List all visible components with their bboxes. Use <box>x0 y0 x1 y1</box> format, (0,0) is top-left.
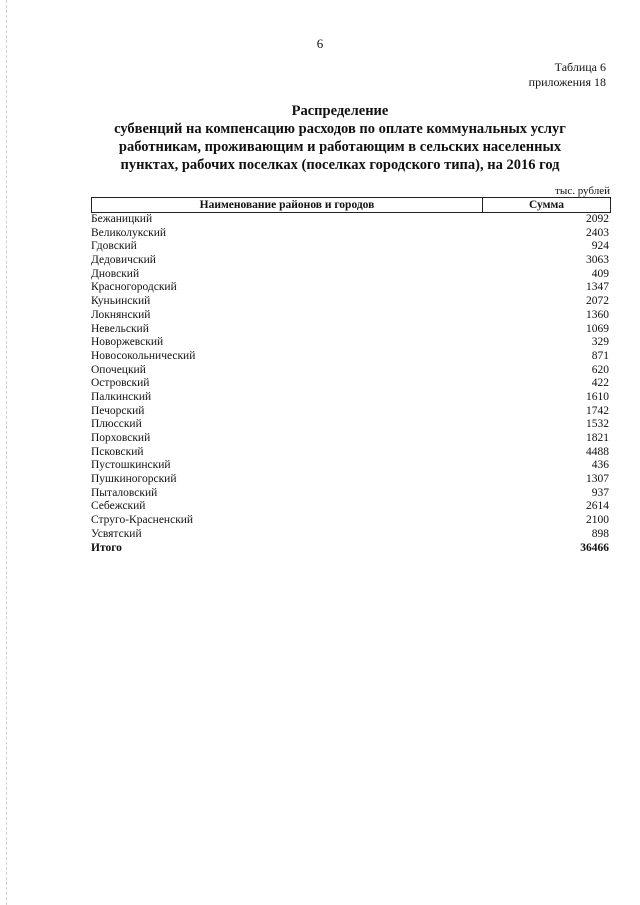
district-sum: 3063 <box>586 254 609 267</box>
district-sum: 937 <box>591 486 609 499</box>
table-total-row <box>91 542 611 556</box>
total-value: 36466 <box>580 541 609 554</box>
district-sum: 1742 <box>586 404 609 417</box>
district-sum: 2092 <box>586 213 609 225</box>
district-sum: 4488 <box>586 445 609 458</box>
table-row <box>91 500 611 514</box>
table-row <box>91 418 611 432</box>
table-row <box>91 281 611 295</box>
district-name: Порховский <box>91 432 151 444</box>
table-row <box>91 528 611 542</box>
district-name: Печорский <box>91 404 145 417</box>
district-name: Псковский <box>91 445 144 458</box>
table-ref-line-1: Таблица 6 <box>554 60 606 74</box>
district-name: Гдовский <box>91 240 137 253</box>
district-name: Куньинский <box>91 295 151 308</box>
district-sum: 871 <box>591 349 609 362</box>
district-name: Новосокольнический <box>91 349 196 362</box>
district-name: Опочецкий <box>91 363 146 376</box>
district-name: Пустошкинский <box>91 459 171 472</box>
district-name: Пушкиногорский <box>91 473 177 486</box>
district-sum: 409 <box>591 267 609 280</box>
header-name-column: Наименование районов и городов <box>92 198 483 212</box>
subsidy-table <box>91 197 611 555</box>
district-sum: 1347 <box>586 281 609 294</box>
table-row <box>91 377 611 391</box>
table-row <box>91 473 611 487</box>
district-sum: 422 <box>591 377 609 390</box>
table-row <box>91 487 611 501</box>
district-sum: 329 <box>591 336 609 349</box>
table-row <box>91 254 611 268</box>
district-sum: 1610 <box>586 390 609 403</box>
table-reference <box>529 60 606 90</box>
table-body <box>91 213 611 542</box>
district-sum: 2403 <box>586 226 609 239</box>
district-name: Дновский <box>91 267 140 280</box>
table-row <box>91 295 611 309</box>
district-sum: 1360 <box>586 308 609 321</box>
district-name: Бежаницкий <box>91 213 153 225</box>
table-row <box>91 459 611 473</box>
scan-edge-line <box>6 0 8 905</box>
table-row <box>91 323 611 337</box>
heading-line-1: Распределение <box>291 103 389 119</box>
header-sum-column: Сумма <box>529 199 564 211</box>
district-name: Себежский <box>91 500 146 513</box>
district-sum: 898 <box>591 527 609 540</box>
district-sum: 2614 <box>586 500 609 513</box>
district-sum: 620 <box>591 363 609 376</box>
district-name: Островский <box>91 377 150 390</box>
district-sum: 1307 <box>586 473 609 486</box>
district-name: Великолукский <box>91 226 167 239</box>
table-row <box>91 213 611 227</box>
units-label: тыс. рублей <box>555 185 610 197</box>
district-sum: 2100 <box>586 514 609 527</box>
table-row <box>91 309 611 323</box>
table-row <box>91 350 611 364</box>
table-ref-line-2: приложения 18 <box>528 75 606 89</box>
table-row <box>91 336 611 350</box>
district-name: Усвятский <box>91 527 142 540</box>
district-name: Палкинский <box>91 390 152 403</box>
district-name: Плюсский <box>91 418 142 431</box>
district-sum: 1821 <box>586 432 609 444</box>
table-row <box>91 446 611 460</box>
table-row <box>91 432 611 446</box>
district-name: Локнянский <box>91 308 151 321</box>
district-sum: 1532 <box>586 418 609 431</box>
district-name: Дедовичский <box>91 254 156 267</box>
document-heading <box>70 102 610 174</box>
page-number: 6 <box>316 36 324 51</box>
table-row <box>91 514 611 528</box>
table-row <box>91 268 611 282</box>
district-name: Новоржевский <box>91 336 164 349</box>
table-row <box>91 405 611 419</box>
district-sum: 924 <box>591 240 609 253</box>
district-sum: 1069 <box>586 322 609 335</box>
table-row <box>91 227 611 241</box>
table-row <box>91 391 611 405</box>
district-name: Невельский <box>91 322 149 335</box>
district-name: Струго-Красненский <box>91 514 194 527</box>
total-label: Итого <box>91 541 122 554</box>
heading-line-4: пунктах, рабочих поселках (поселках городского типа), на 2016 год <box>120 157 560 173</box>
district-name: Красногородский <box>91 281 177 294</box>
district-name: Пыталовский <box>91 486 158 499</box>
heading-line-3: работникам, проживающим и работающим в сельских населенных <box>118 139 562 155</box>
district-sum: 2072 <box>586 295 609 308</box>
heading-line-2: субвенций на компенсацию расходов по оплате коммунальных услуг <box>114 121 566 137</box>
table-row <box>91 240 611 254</box>
district-sum: 436 <box>591 459 609 472</box>
table-row <box>91 364 611 378</box>
table-header <box>91 197 611 213</box>
